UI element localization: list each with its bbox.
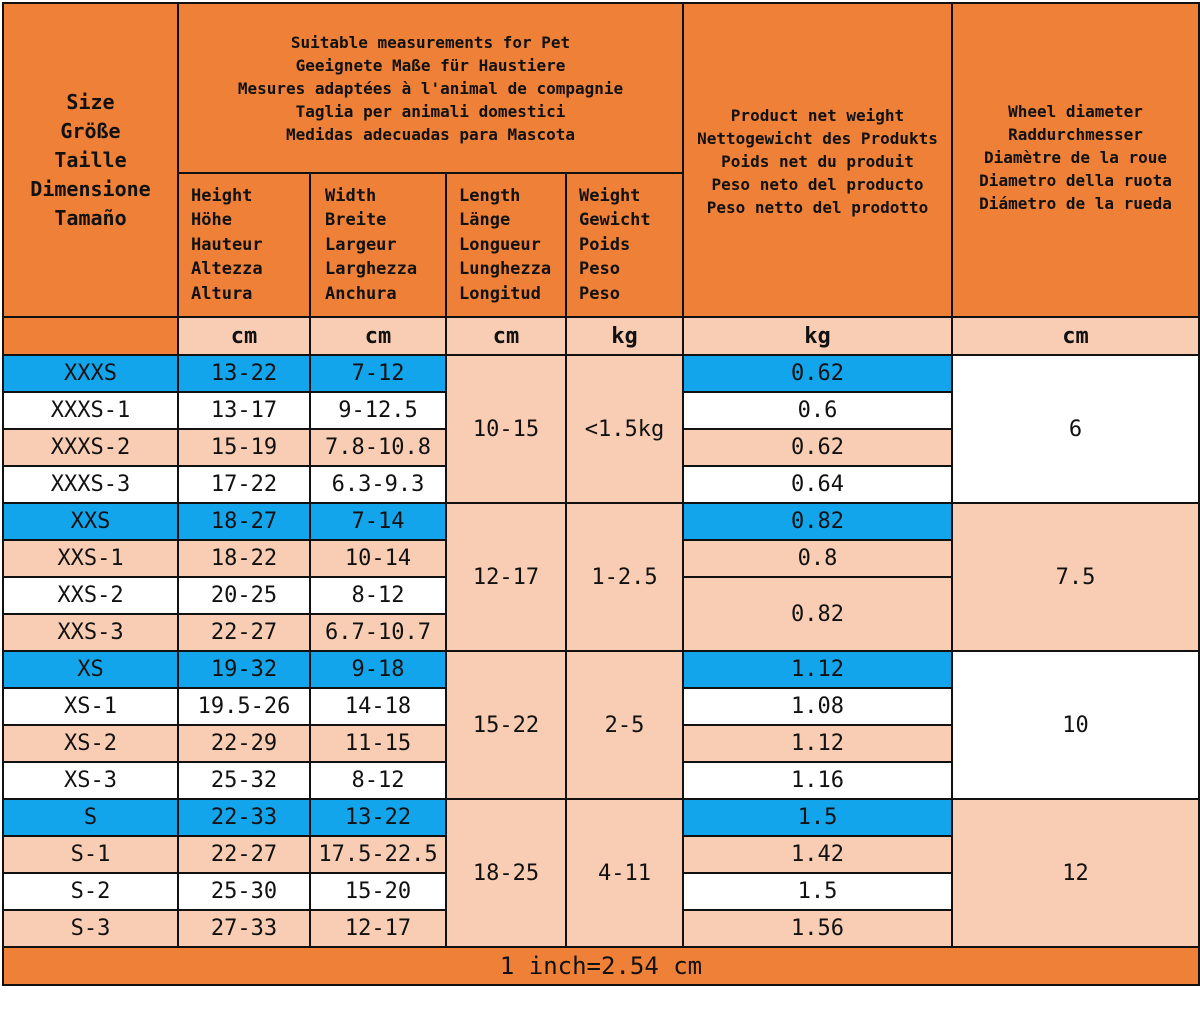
size-cell: S [3, 799, 178, 836]
unit-height: cm [178, 317, 310, 355]
size-cell: XXS [3, 503, 178, 540]
table-row [3, 651, 1199, 688]
height-cell: 15-19 [178, 429, 310, 466]
width-cell: 12-17 [310, 910, 446, 947]
net-weight-header: Product net weight Nettogewicht des Produkts Poids net du produit Peso neto del producto Peso netto del prodotto [683, 3, 952, 317]
table-row [3, 355, 1199, 392]
table-row [3, 799, 1199, 836]
height-cell: 22-27 [178, 836, 310, 873]
size-cell: XXXS-1 [3, 392, 178, 429]
unit-weight: kg [566, 317, 683, 355]
width-header: Width Breite Largeur Larghezza Anchura [310, 173, 446, 317]
size-cell: XS-1 [3, 688, 178, 725]
height-cell: 19.5-26 [178, 688, 310, 725]
width-cell: 6.7-10.7 [310, 614, 446, 651]
size-cell: XXS-1 [3, 540, 178, 577]
width-cell: 15-20 [310, 873, 446, 910]
net-weight-cell: 0.64 [683, 466, 952, 503]
width-cell: 13-22 [310, 799, 446, 836]
unit-net-weight: kg [683, 317, 952, 355]
size-cell: XS [3, 651, 178, 688]
weight-cell: <1.5kg [566, 355, 683, 503]
size-cell: S-2 [3, 873, 178, 910]
height-header: Height Höhe Hauteur Altezza Altura [178, 173, 310, 317]
width-cell: 10-14 [310, 540, 446, 577]
width-cell: 11-15 [310, 725, 446, 762]
table-row [3, 503, 1199, 540]
height-cell: 25-32 [178, 762, 310, 799]
size-cell: XS-3 [3, 762, 178, 799]
width-cell: 9-12.5 [310, 392, 446, 429]
width-cell: 9-18 [310, 651, 446, 688]
net-weight-cell: 0.8 [683, 540, 952, 577]
height-cell: 13-22 [178, 355, 310, 392]
size-cell: XXS-3 [3, 614, 178, 651]
size-cell: XXS-2 [3, 577, 178, 614]
height-cell: 19-32 [178, 651, 310, 688]
size-chart-table [2, 2, 1200, 986]
inch-conversion-footer: 1 inch=2.54 cm [3, 947, 1199, 985]
net-weight-cell: 0.62 [683, 355, 952, 392]
width-cell: 7-12 [310, 355, 446, 392]
length-cell: 12-17 [446, 503, 566, 651]
size-cell: XXXS [3, 355, 178, 392]
weight-cell: 4-11 [566, 799, 683, 947]
length-cell: 10-15 [446, 355, 566, 503]
net-weight-cell: 1.56 [683, 910, 952, 947]
size-cell: S-1 [3, 836, 178, 873]
size-cell: XXXS-2 [3, 429, 178, 466]
height-cell: 13-17 [178, 392, 310, 429]
length-cell: 15-22 [446, 651, 566, 799]
net-weight-cell: 1.5 [683, 799, 952, 836]
size-header: Size Größe Taille Dimensione Tamaño [3, 3, 178, 317]
length-header: Length Länge Longueur Lunghezza Longitud [446, 173, 566, 317]
wheel-cell: 10 [952, 651, 1199, 799]
height-cell: 22-33 [178, 799, 310, 836]
wheel-diameter-header: Wheel diameter Raddurchmesser Diamètre de la roue Diametro della ruota Diámetro de la rueda [952, 3, 1199, 317]
size-cell: S-3 [3, 910, 178, 947]
net-weight-cell: 0.62 [683, 429, 952, 466]
height-cell: 18-22 [178, 540, 310, 577]
length-cell: 18-25 [446, 799, 566, 947]
height-cell: 27-33 [178, 910, 310, 947]
weight-header: Weight Gewicht Poids Peso Peso [566, 173, 683, 317]
net-weight-cell: 0.82 [683, 577, 952, 651]
weight-cell: 2-5 [566, 651, 683, 799]
height-cell: 20-25 [178, 577, 310, 614]
unit-size-empty [3, 317, 178, 355]
net-weight-cell: 1.16 [683, 762, 952, 799]
height-cell: 25-30 [178, 873, 310, 910]
height-cell: 18-27 [178, 503, 310, 540]
width-cell: 8-12 [310, 762, 446, 799]
height-cell: 22-27 [178, 614, 310, 651]
width-cell: 17.5-22.5 [310, 836, 446, 873]
width-cell: 7.8-10.8 [310, 429, 446, 466]
wheel-cell: 7.5 [952, 503, 1199, 651]
net-weight-cell: 1.12 [683, 725, 952, 762]
net-weight-cell: 1.42 [683, 836, 952, 873]
wheel-cell: 6 [952, 355, 1199, 503]
weight-cell: 1-2.5 [566, 503, 683, 651]
unit-wheel: cm [952, 317, 1199, 355]
width-cell: 6.3-9.3 [310, 466, 446, 503]
net-weight-cell: 0.6 [683, 392, 952, 429]
net-weight-cell: 1.12 [683, 651, 952, 688]
width-cell: 8-12 [310, 577, 446, 614]
width-cell: 14-18 [310, 688, 446, 725]
unit-width: cm [310, 317, 446, 355]
net-weight-cell: 0.82 [683, 503, 952, 540]
size-cell: XXXS-3 [3, 466, 178, 503]
height-cell: 22-29 [178, 725, 310, 762]
width-cell: 7-14 [310, 503, 446, 540]
net-weight-cell: 1.08 [683, 688, 952, 725]
net-weight-cell: 1.5 [683, 873, 952, 910]
unit-length: cm [446, 317, 566, 355]
wheel-cell: 12 [952, 799, 1199, 947]
height-cell: 17-22 [178, 466, 310, 503]
suitable-measurements-header: Suitable measurements for Pet Geeignete Maße für Haustiere Mesures adaptées à l'animal de compagnie Taglia per animali domestici Medidas adecuadas para Mascota [178, 3, 683, 173]
size-cell: XS-2 [3, 725, 178, 762]
